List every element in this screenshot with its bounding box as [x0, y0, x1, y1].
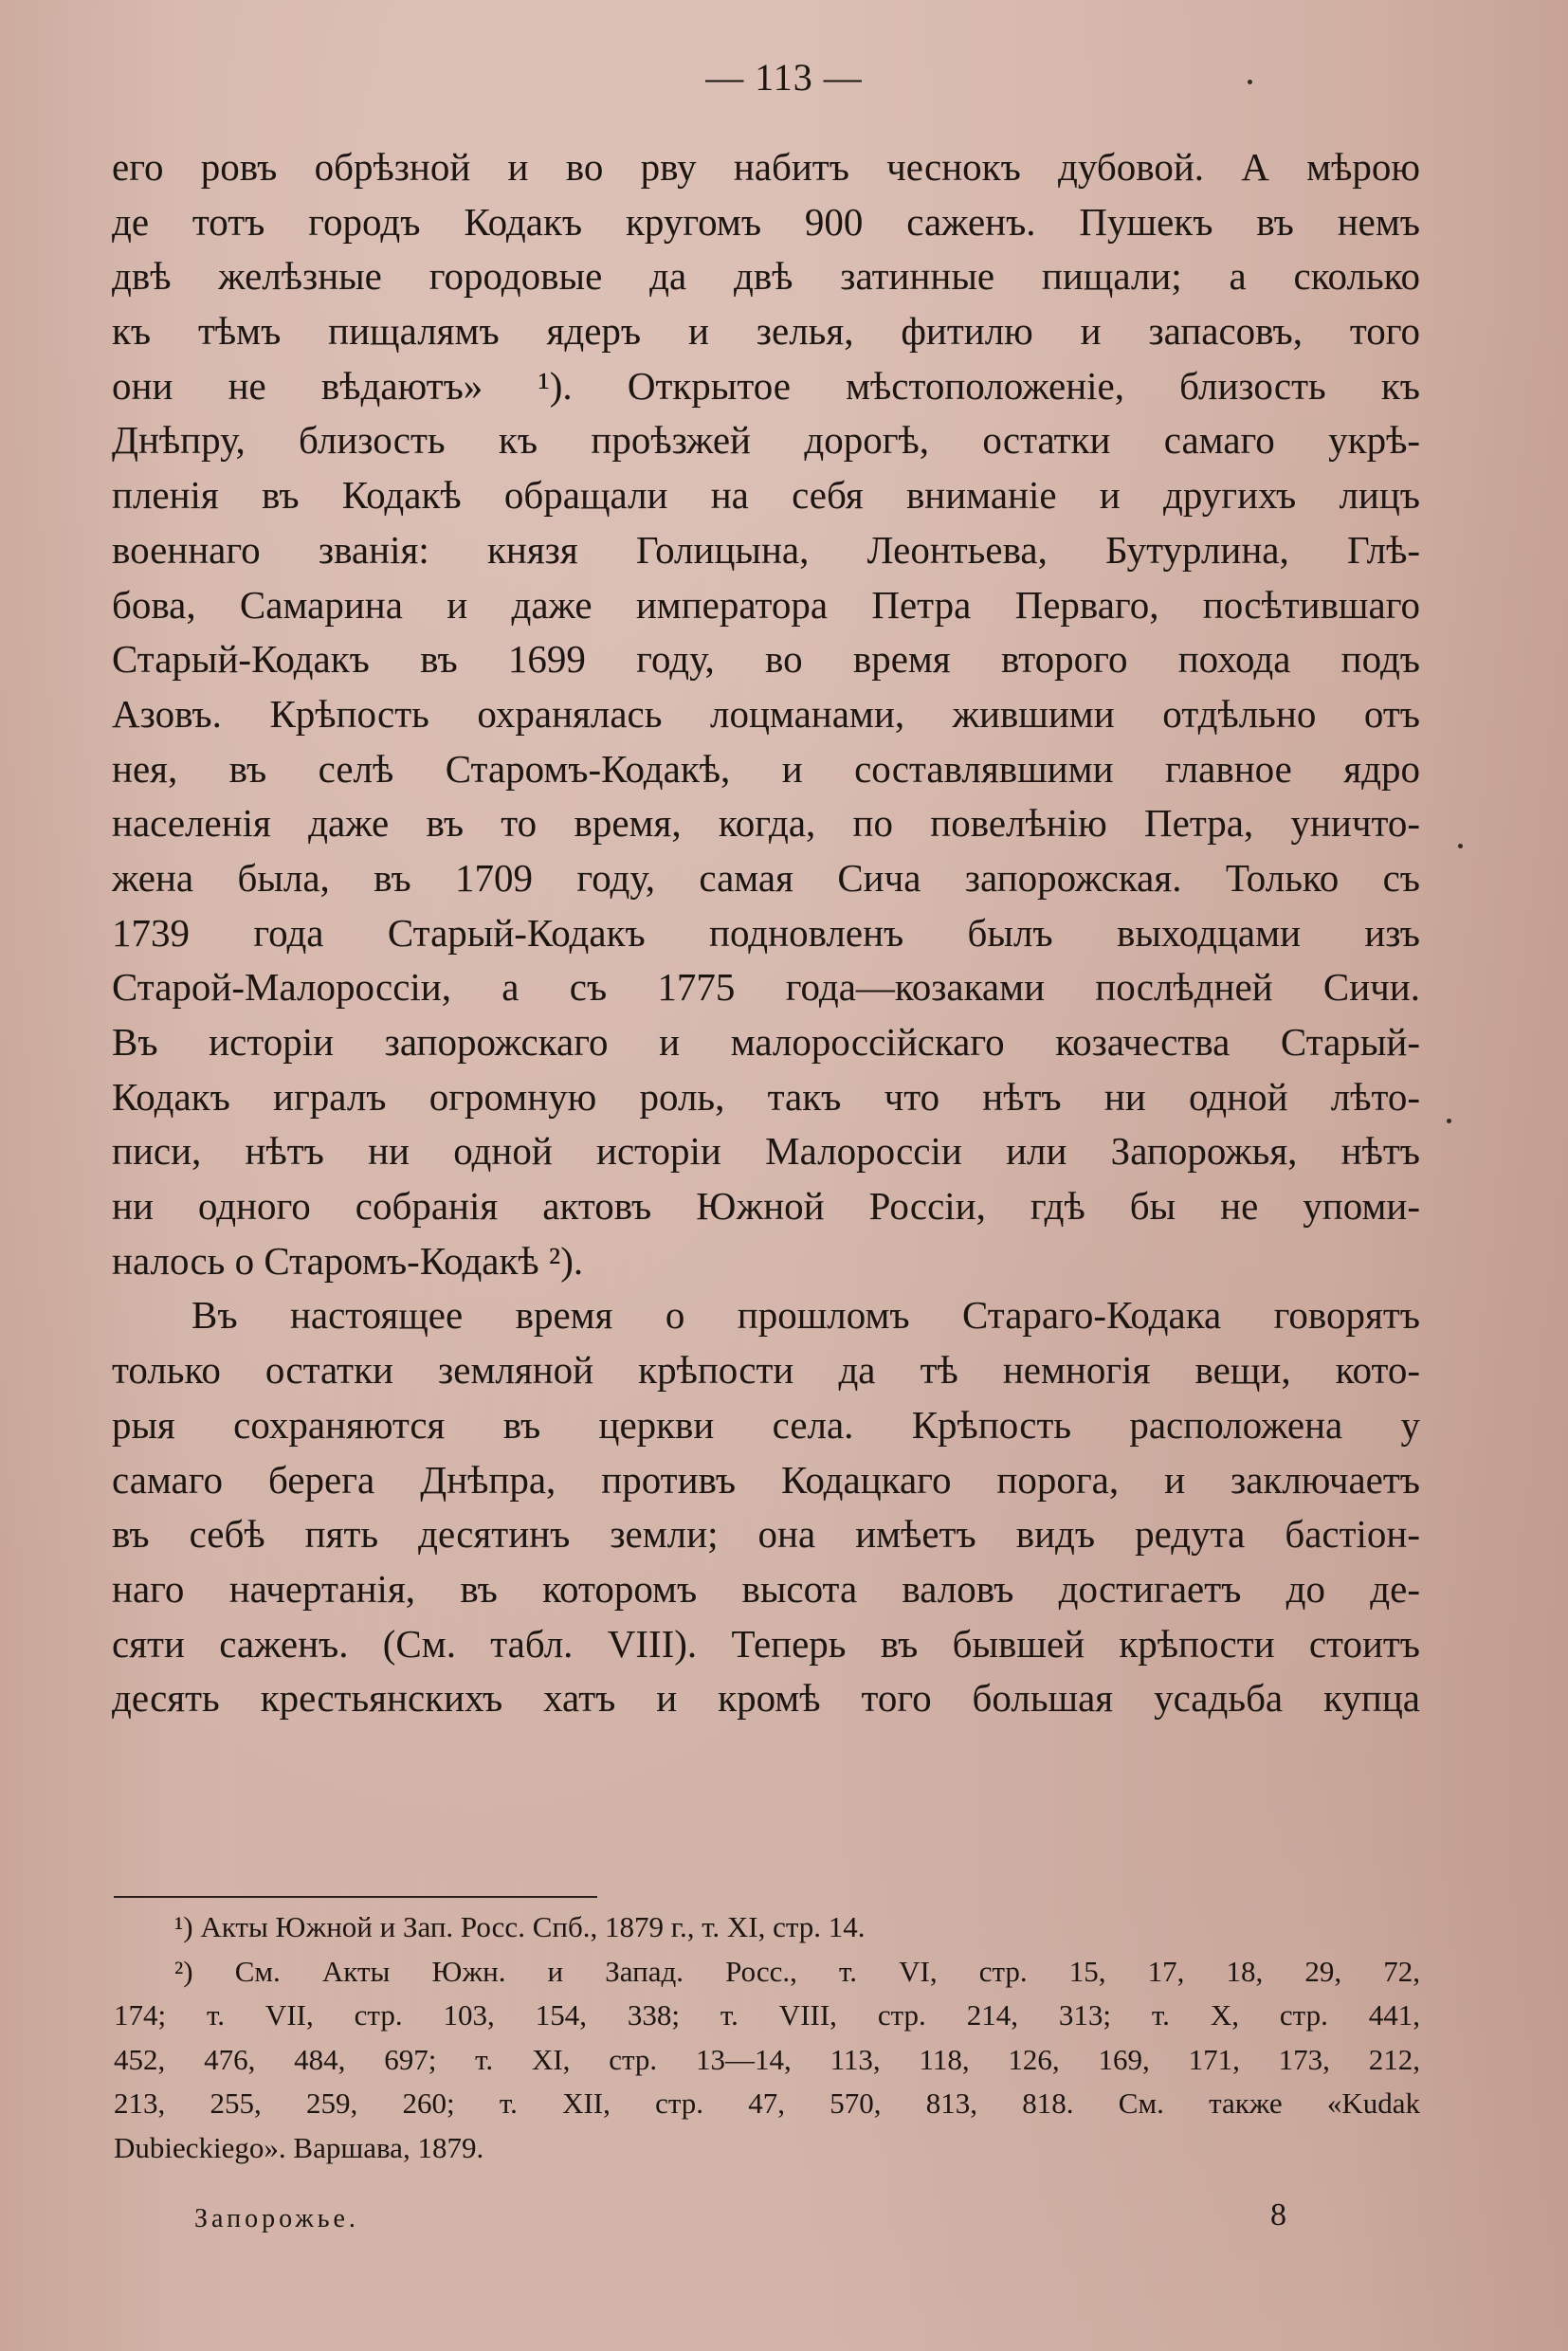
text-line: населенія даже въ то время, когда, по повелѣнію Петра, уничто-	[112, 801, 1420, 846]
text-line: писи, нѣтъ ни одной исторіи Малороссіи или Запорожья, нѣтъ	[112, 1129, 1420, 1174]
text-line: жена была, въ 1709 году, самая Сича запорожская. Только съ	[112, 855, 1420, 900]
speck-mark	[1248, 80, 1252, 84]
text-line: Въ исторіи запорожскаго и малороссійскаго козачества Старый-	[112, 1020, 1420, 1064]
text-line: ни одного собранія актовъ Южной Россіи, гдѣ бы не упоми-	[112, 1184, 1420, 1229]
text-line: бова, Самарина и даже императора Петра Перваго, посѣтившаго	[112, 582, 1420, 627]
text-line: Днѣпру, близость къ проѣзжей дорогѣ, остатки самаго укрѣ-	[112, 418, 1420, 463]
text-line: налось о Старомъ-Кодакѣ ²).	[112, 1238, 584, 1283]
text-line: сяти саженъ. (См. табл. VIII). Теперь въ бывшей крѣпости стоитъ	[112, 1621, 1420, 1666]
text-line: въ себѣ пять десятинъ земли; она имѣетъ видъ редута бастіон-	[112, 1512, 1420, 1557]
text-line: Кодакъ игралъ огромную роль, такъ что нѣтъ ни одной лѣто-	[112, 1074, 1420, 1119]
text-line: они не вѣдаютъ» ¹). Открытое мѣстоположеніе, близость къ	[112, 363, 1420, 408]
text-line: наго начертанія, въ которомъ высота валовъ достигаетъ до де-	[112, 1566, 1420, 1611]
text-line: пленія въ Кодакѣ обращали на себя вниманіе и другихъ лицъ	[112, 473, 1420, 518]
footnotes	[114, 1905, 1420, 2170]
footnote-line: 213, 255, 259, 260; т. XII, стр. 47, 570, 813, 818. См. также «Kudak	[114, 2087, 1420, 2120]
text-line: военнаго званія: князя Голицына, Леонтьева, Бутурлина, Глѣ-	[112, 527, 1420, 572]
footnote-line: 452, 476, 484, 697; т. XI, стр. 13—14, 113, 118, 126, 169, 171, 173, 212,	[114, 2042, 1420, 2076]
text-line: десять крестьянскихъ хатъ и кромѣ того большая усадьба купца	[112, 1676, 1420, 1721]
signature-mark: Запорожье.	[194, 2204, 359, 2233]
text-line: только остатки земляной крѣпости да тѣ немногія вещи, кото-	[112, 1348, 1420, 1393]
text-line: самаго берега Днѣпра, противъ Кодацкаго порога, и заключаетъ	[112, 1457, 1420, 1502]
text-line: двѣ желѣзные городовые да двѣ затинные пищали; а сколько	[112, 254, 1420, 299]
text-line: Азовъ. Крѣпость охранялась лоцманами, жившими отдѣльно отъ	[112, 691, 1420, 736]
text-line: Старый-Кодакъ въ 1699 году, во время второго похода подъ	[112, 637, 1420, 682]
text-line: Старой-Малороссіи, а съ 1775 года—козаками послѣдней Сичи.	[112, 965, 1420, 1010]
speck-mark	[1458, 844, 1463, 848]
sheet-number: 8	[1270, 2197, 1286, 2233]
body-text	[112, 140, 1420, 1726]
text-line: его ровъ обрѣзной и во рву набитъ чеснокъ дубовой. А мѣрою	[112, 145, 1420, 189]
text-line: де тотъ городъ Кодакъ кругомъ 900 саженъ. Пушекъ въ немъ	[112, 199, 1420, 244]
text-line: къ тѣмъ пищалямъ ядеръ и зелья, фитилю и запасовъ, того	[112, 309, 1420, 354]
footnote-separator	[114, 1896, 597, 1898]
page-number: — 113 —	[705, 56, 863, 99]
text-line: нея, въ селѣ Старомъ-Кодакѣ, и составлявшими главное ядро	[112, 746, 1420, 791]
speck-mark	[1447, 1119, 1451, 1123]
footnote-line: 174; т. VII, стр. 103, 154, 338; т. VIII, стр. 214, 313; т. X, стр. 441,	[114, 1998, 1420, 2032]
text-line: рыя сохраняются въ церкви села. Крѣпость расположена у	[112, 1402, 1420, 1447]
footnote-line: Dubieckiego». Варшава, 1879.	[114, 2130, 484, 2164]
footnote-line: ¹) Акты Южной и Зап. Росс. Спб., 1879 г., т. XI, стр. 14.	[174, 1910, 866, 1943]
text-line: Въ настоящее время о прошломъ Стараго-Кодака говорятъ	[191, 1293, 1420, 1338]
footnote-line: ²) См. Акты Южн. и Запад. Росс., т. VI, стр. 15, 17, 18, 29, 72,	[174, 1954, 1420, 1988]
text-line: 1739 года Старый-Кодакъ подновленъ былъ выходцами изъ	[112, 910, 1420, 955]
